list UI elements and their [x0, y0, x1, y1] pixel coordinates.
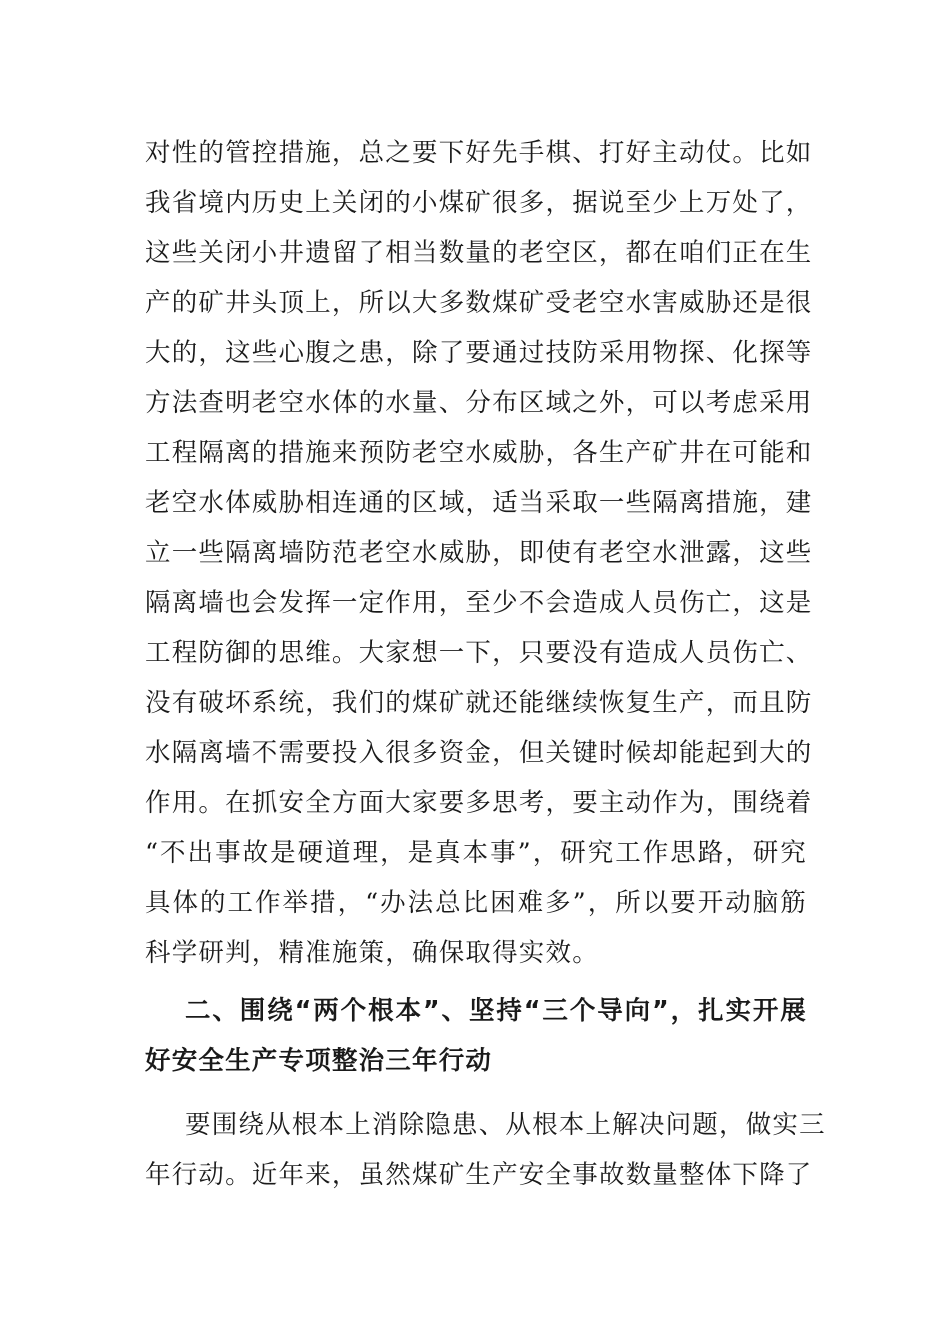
heading-line: 二、围绕“两个根本”、坚持“三个导向”，扎实开展 — [185, 996, 807, 1026]
heading-line: 好安全生产专项整治三年行动 — [145, 1046, 493, 1076]
body-paragraph — [145, 128, 813, 978]
section-heading — [145, 986, 807, 1086]
paragraph-line: 科学研判，精准施策，确保取得实效。 — [145, 938, 599, 968]
paragraph-line: 隔离墙也会发挥一定作用，至少不会造成人员伤亡，这是 — [145, 588, 813, 618]
paragraph-line: 年行动。近年来，虽然煤矿生产安全事故数量整体下降了 — [145, 1160, 813, 1190]
paragraph-line: 大的，这些心腹之患，除了要通过技防采用物探、化探等 — [145, 338, 813, 368]
paragraph-line: 这些关闭小井遗留了相当数量的老空区，都在咱们正在生 — [145, 238, 813, 268]
paragraph-line: 具体的工作举措，“办法总比困难多”，所以要开动脑筋 — [145, 888, 807, 918]
paragraph-line: 产的矿井头顶上，所以大多数煤矿受老空水害威胁还是很 — [145, 288, 813, 318]
paragraph-line: 工程隔离的措施来预防老空水威胁，各生产矿井在可能和 — [145, 438, 813, 468]
paragraph-line: 没有破坏系统，我们的煤矿就还能继续恢复生产，而且防 — [145, 688, 813, 718]
paragraph-line: 对性的管控措施，总之要下好先手棋、打好主动仗。比如 — [145, 138, 813, 168]
paragraph-line: 作用。在抓安全方面大家要多思考，要主动作为，围绕着 — [145, 788, 813, 818]
paragraph-line: 我省境内历史上关闭的小煤矿很多，据说至少上万处了， — [145, 188, 813, 218]
paragraph-line: 方法查明老空水体的水量、分布区域之外，可以考虑采用 — [145, 388, 813, 418]
paragraph-line: 工程防御的思维。大家想一下，只要没有造成人员伤亡、 — [145, 638, 813, 668]
paragraph-line: 立一些隔离墙防范老空水威胁，即使有老空水泄露，这些 — [145, 538, 813, 568]
paragraph-line: “不出事故是硬道理，是真本事”，研究工作思路，研究 — [145, 838, 807, 868]
paragraph-line: 老空水体威胁相连通的区域，适当采取一些隔离措施，建 — [145, 488, 813, 518]
paragraph-line: 要围绕从根本上消除隐患、从根本上解决问题，做实三 — [185, 1110, 826, 1140]
paragraph-line: 水隔离墙不需要投入很多资金，但关键时候却能起到大的 — [145, 738, 813, 768]
body-paragraph — [145, 1100, 826, 1200]
